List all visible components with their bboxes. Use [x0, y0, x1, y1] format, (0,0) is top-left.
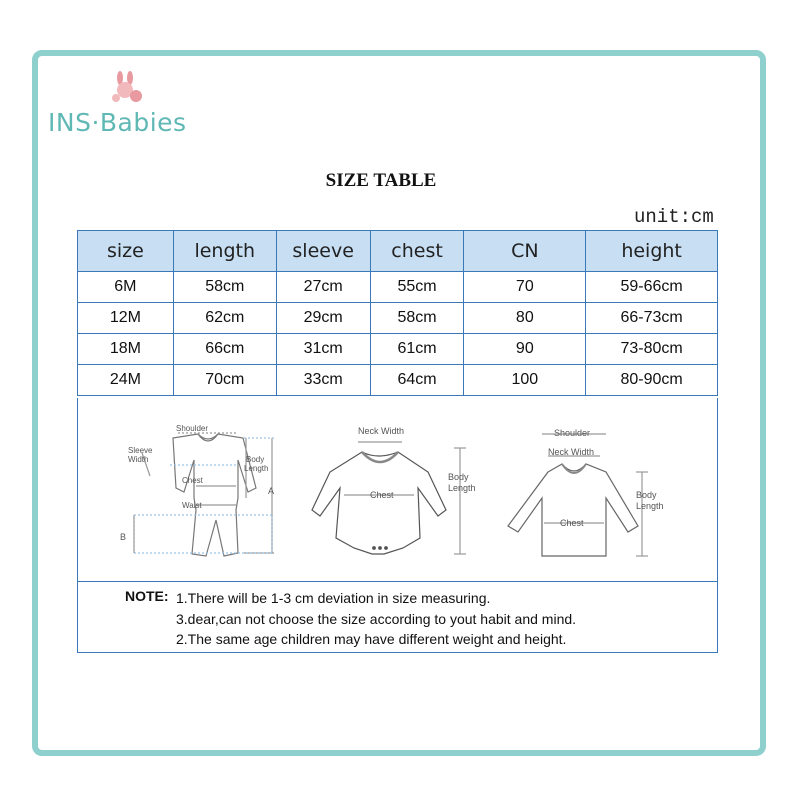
cell-length: 66cm: [173, 334, 276, 365]
measurement-diagrams: [77, 398, 718, 582]
note-line: 1.There will be 1-3 cm deviation in size measuring.: [176, 590, 491, 606]
cell-size: 18M: [78, 334, 174, 365]
brand-logo: [48, 70, 208, 140]
header-size: size: [78, 231, 174, 272]
cell-sleeve: 31cm: [276, 334, 370, 365]
romper-width-label: Width: [128, 455, 149, 464]
bodysuit-chest-label: Chest: [370, 490, 394, 500]
top-neck-label: Neck Width: [548, 447, 595, 457]
brand-name: INS·Babies: [48, 108, 187, 137]
table-header-row: [78, 231, 718, 272]
note-line: 2.The same age children may have different weight and height.: [176, 631, 567, 647]
unit-label: unit:cm: [634, 206, 714, 228]
cell-size: 6M: [78, 272, 174, 303]
table-row: [78, 272, 718, 303]
header-length: length: [173, 231, 276, 272]
bodysuit-outline-icon: [312, 452, 446, 554]
cell-size: 24M: [78, 365, 174, 396]
cell-cn: 70: [464, 272, 586, 303]
cell-length: 58cm: [173, 272, 276, 303]
cell-height: 73-80cm: [586, 334, 718, 365]
bodysuit-length-label: Length: [448, 483, 476, 493]
cell-sleeve: 29cm: [276, 303, 370, 334]
header-chest: chest: [370, 231, 464, 272]
header-cn: CN: [464, 231, 586, 272]
cell-cn: 80: [464, 303, 586, 334]
romper-a-label: A: [268, 486, 275, 496]
table-row: [78, 334, 718, 365]
note-label: NOTE:: [125, 588, 169, 604]
romper-waist-label: Waist: [182, 501, 202, 510]
note-lines: [176, 588, 576, 650]
top-chest-label: Chest: [560, 518, 584, 528]
cell-length: 70cm: [173, 365, 276, 396]
table-row: [78, 303, 718, 334]
cell-chest: 58cm: [370, 303, 464, 334]
cell-length: 62cm: [173, 303, 276, 334]
romper-body-label: Body: [246, 455, 265, 464]
romper-b-label: B: [120, 532, 127, 542]
bodysuit-neck-label: Neck Width: [358, 426, 405, 436]
cell-sleeve: 27cm: [276, 272, 370, 303]
note-line: 3.dear,can not choose the size according to yout habit and mind.: [176, 610, 577, 627]
cell-chest: 64cm: [370, 365, 464, 396]
cell-height: 80-90cm: [586, 365, 718, 396]
top-shoulder-label: Shoulder: [554, 428, 591, 438]
romper-chest-label: Chest: [182, 476, 203, 485]
romper-shoulder-label: Shoulder: [176, 424, 209, 433]
cell-sleeve: 33cm: [276, 365, 370, 396]
romper-length-label: Length: [244, 464, 269, 473]
size-table: [77, 230, 718, 396]
top-length-label: Length: [636, 501, 664, 511]
cell-chest: 61cm: [370, 334, 464, 365]
bunny-logo-icon: [106, 70, 146, 106]
romper-sleeve-label: Sleeve: [128, 446, 153, 455]
header-sleeve: sleeve: [276, 231, 370, 272]
cell-cn: 100: [464, 365, 586, 396]
romper-diagram: [134, 433, 274, 556]
diagram-canvas: [78, 398, 717, 581]
cell-chest: 55cm: [370, 272, 464, 303]
romper-outline-icon: [173, 434, 256, 556]
cell-size: 12M: [78, 303, 174, 334]
cell-height: 66-73cm: [586, 303, 718, 334]
bodysuit-body-label: Body: [448, 472, 469, 482]
header-height: height: [586, 231, 718, 272]
note-section: [77, 581, 718, 653]
page-title: SIZE TABLE: [325, 170, 437, 191]
cell-cn: 90: [464, 334, 586, 365]
top-outline-icon: [508, 464, 638, 556]
table-row: [78, 365, 718, 396]
cell-height: 59-66cm: [586, 272, 718, 303]
top-body-label: Body: [636, 490, 657, 500]
